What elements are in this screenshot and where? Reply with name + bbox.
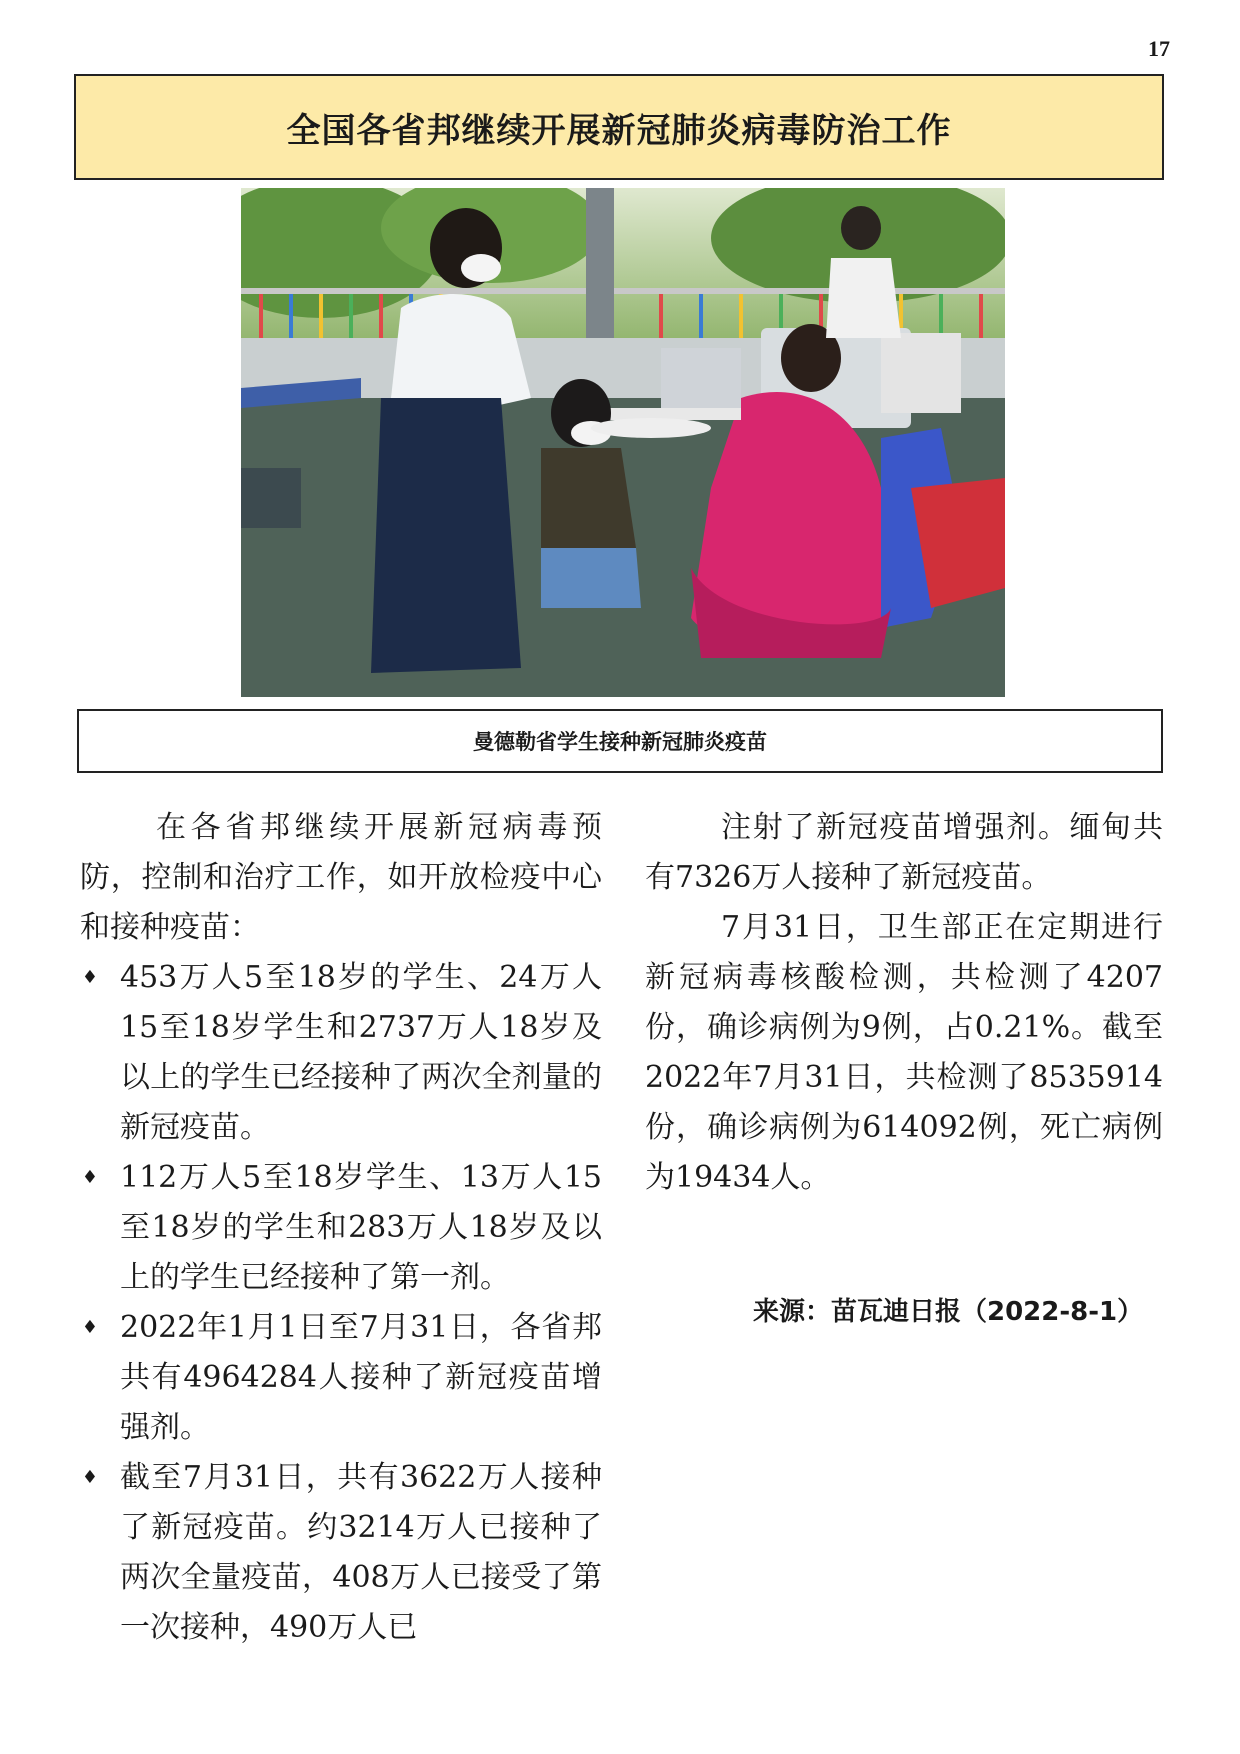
testing-paragraph: 7月31日，卫生部正在定期进行新冠病毒核酸检测，共检测了4207份，确诊病例为9例，占0.21%。截至2022年7月31日，共检测了8535914份，确诊病例为614092例，死亡病例为19434人。 xyxy=(645,910,1163,1195)
right-column xyxy=(645,803,1163,1203)
bullet-text: 112万人5至18岁学生、13万人15至18岁的学生和283万人18岁及以上的学生已经接种了第一剂。 xyxy=(120,1160,602,1295)
diamond-bullet-icon: ♦ xyxy=(81,1167,99,1188)
page-title: 全国各省邦继续开展新冠肺炎病毒防治工作 xyxy=(286,110,952,151)
diamond-bullet-icon: ♦ xyxy=(81,967,99,988)
continued-paragraph: 注射了新冠疫苗增强剂。缅甸共有7326万人接种了新冠疫苗。 xyxy=(645,810,1163,895)
photo-caption-box xyxy=(77,709,1163,773)
bullet-list xyxy=(80,953,602,1653)
bullet-text: 453万人5至18岁的学生、24万人15至18岁学生和2737万人18岁及以上的学生已经接种了两次全剂量的新冠疫苗。 xyxy=(120,960,602,1145)
bullet-text: 截至7月31日，共有3622万人接种了新冠疫苗。约3214万人已接种了两次全量疫苗，408万人已接受了第一次接种，490万人已 xyxy=(120,1460,602,1645)
vaccination-photo xyxy=(241,188,1005,697)
diamond-bullet-icon: ♦ xyxy=(81,1467,99,1488)
source-citation: 来源：苗瓦迪日报（2022-8-1） xyxy=(753,1297,1144,1327)
left-column xyxy=(80,803,602,1653)
intro-paragraph: 在各省邦继续开展新冠病毒预防，控制和治疗工作，如开放检疫中心和接种疫苗： xyxy=(80,810,602,945)
list-item xyxy=(80,953,602,1153)
diamond-bullet-icon: ♦ xyxy=(81,1317,99,1338)
list-item xyxy=(80,1453,602,1653)
list-item xyxy=(80,1153,602,1303)
list-item xyxy=(80,1303,602,1453)
bullet-text: 2022年1月1日至7月31日，各省邦共有4964284人接种了新冠疫苗增强剂。 xyxy=(120,1310,602,1445)
page-number: 17 xyxy=(1148,36,1170,61)
title-banner xyxy=(74,74,1164,180)
photo-caption: 曼德勒省学生接种新冠肺炎疫苗 xyxy=(473,730,767,754)
